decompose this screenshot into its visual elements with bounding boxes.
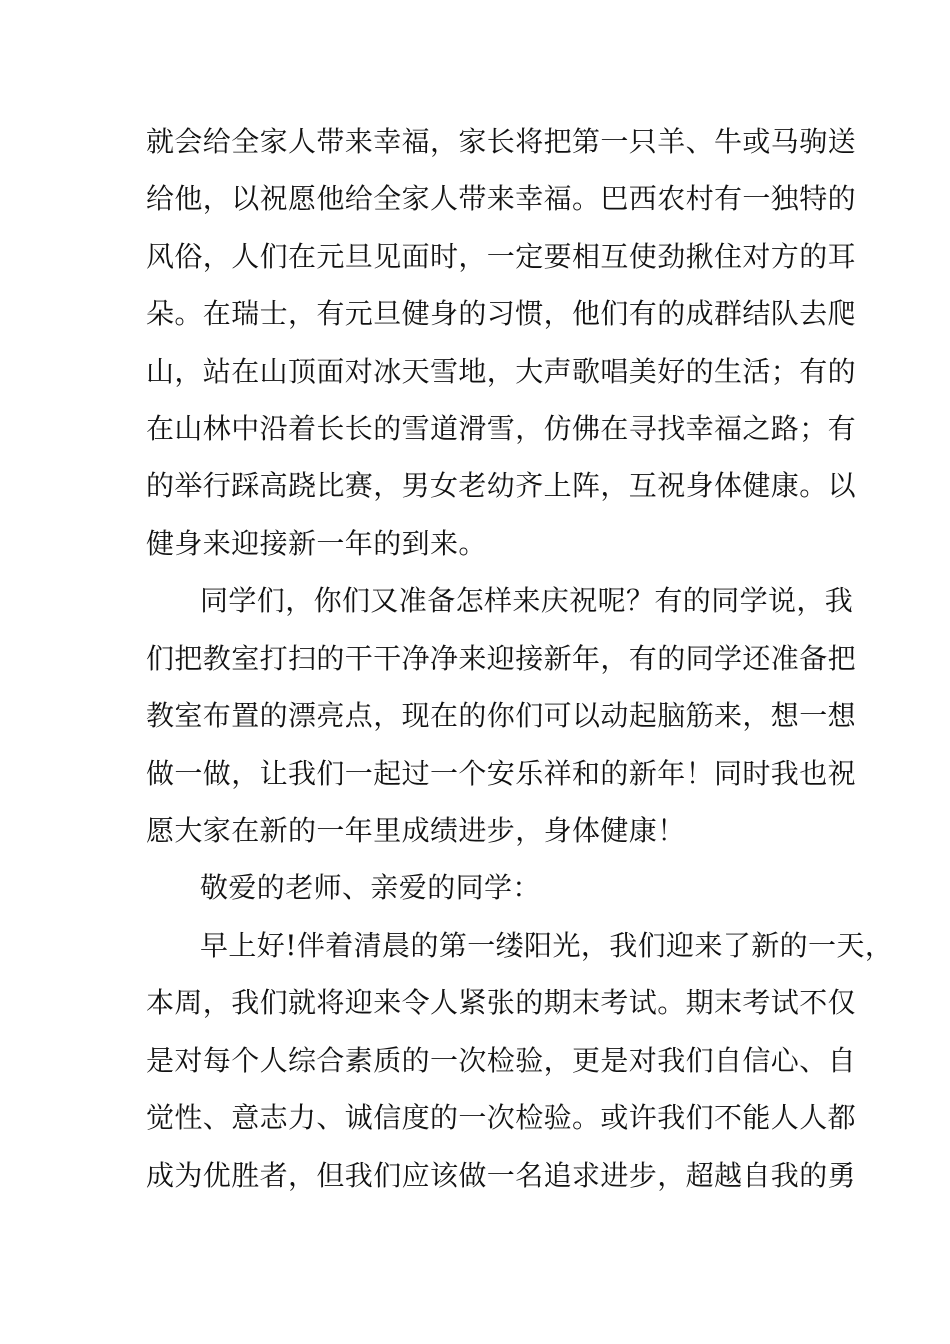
text-line: 早上好!伴着清晨的第一缕阳光，我们迎来了新的一天，: [200, 929, 894, 962]
text-line: 愿大家在新的一年里成绩进步，身体健康！: [146, 814, 686, 847]
text-line: 做一做，让我们一起过一个安乐祥和的新年！同时我也祝: [146, 757, 857, 790]
text-line: 就会给全家人带来幸福，家长将把第一只羊、牛或马驹送: [146, 125, 857, 158]
text-line: 山，站在山顶面对冰天雪地，大声歌唱美好的生活；有的: [146, 355, 857, 388]
text-line: 的举行踩高跷比赛，男女老幼齐上阵，互祝身体健康。以: [146, 469, 857, 502]
salutation: 敬爱的老师、亲爱的同学：: [200, 871, 541, 904]
text-line: 觉性、意志力、诚信度的一次检验。或许我们不能人人都: [146, 1101, 857, 1134]
text-line: 教室布置的漂亮点，现在的你们可以动起脑筋来，想一想: [146, 699, 857, 732]
text-line: 风俗，人们在元旦见面时，一定要相互使劲揪住对方的耳: [146, 240, 857, 273]
text-line: 本周，我们就将迎来令人紧张的期末考试。期末考试不仅: [146, 986, 857, 1019]
text-line: 给他，以祝愿他给全家人带来幸福。巴西农村有一独特的: [146, 182, 857, 215]
text-line: 们把教室打扫的干干净净来迎接新年，有的同学还准备把: [146, 642, 857, 675]
text-line: 健身来迎接新一年的到来。: [146, 527, 487, 560]
text-line: 是对每个人综合素质的一次检验，更是对我们自信心、自: [146, 1044, 857, 1077]
text-line: 在山林中沿着长长的雪道滑雪，仿佛在寻找幸福之路；有: [146, 412, 857, 445]
text-line: 朵。在瑞士，有元旦健身的习惯，他们有的成群结队去爬: [146, 297, 857, 330]
text-line: 成为优胜者，但我们应该做一名追求进步，超越自我的勇: [146, 1159, 857, 1192]
text-line: 同学们，你们又准备怎样来庆祝呢？有的同学说，我: [200, 584, 854, 617]
